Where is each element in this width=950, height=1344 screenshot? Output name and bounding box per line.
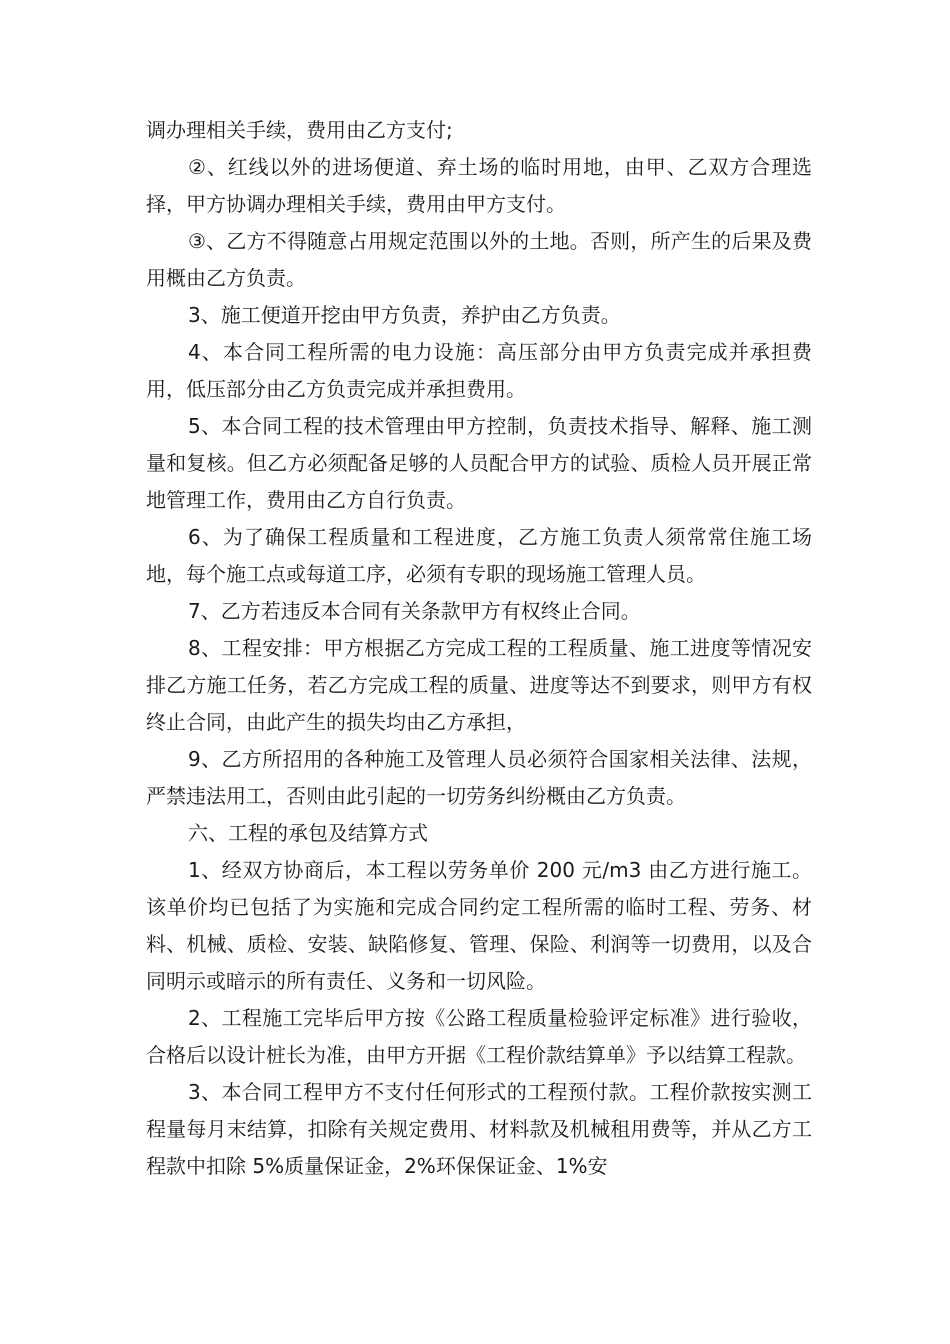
paragraph-continuation: 调办理相关手续，费用由乙方支付; [146,118,453,142]
paragraph-item-9: 9、乙方所招用的各种施工及管理人员必须符合国家相关法律、法规，严禁违法用工，否则由此引起的一切劳务纠纷概由乙方负责。 [146,747,812,808]
paragraph-item-6: 6、为了确保工程质量和工程进度，乙方施工负责人须常常住施工场地，每个施工点或每道工序，必须有专职的现场施工管理人员。 [146,525,812,586]
paragraph-item-8: 8、工程安排：甲方根据乙方完成工程的工程质量、施工进度等情况安排乙方施工任务，若乙方完成工程的质量、进度等达不到要求，则甲方有权终止合同，由此产生的损失均由乙方承担， [146,636,812,734]
paragraph-item-3-circled: ③、乙方不得随意占用规定范围以外的土地。否则，所产生的后果及费用概由乙方负责。 [146,229,812,290]
paragraph-item-5: 5、本合同工程的技术管理由甲方控制，负责技术指导、解释、施工测量和复核。但乙方必须配备足够的人员配合甲方的试验、质检人员开展正常地管理工作，费用由乙方自行负责。 [146,414,812,512]
paragraph-settlement-1: 1、经双方协商后，本工程以劳务单价 200 元/m3 由乙方进行施工。该单价均已包括了为实施和完成合同约定工程所需的临时工程、劳务、材料、机械、质检、安装、缺陷修复、管理、保险、利润等一切费用，以及合同明示或暗示的所有责任、义务和一切风险。 [146,858,812,993]
paragraph-item-7: 7、乙方若违反本合同有关条款甲方有权终止合同。 [188,599,641,623]
paragraph-item-3: 3、施工便道开挖由甲方负责，养护由乙方负责。 [188,303,621,327]
paragraph-settlement-3: 3、本合同工程甲方不支付任何形式的工程预付款。工程价款按实测工程量每月末结算，扣除有关规定费用、材料款及机械租用费等，并从乙方工程款中扣除 5%质量保证金，2%环保保证金、1%安 [146,1080,812,1178]
section-heading-6: 六、工程的承包及结算方式 [188,821,428,845]
paragraph-item-2-circled: ②、红线以外的进场便道、弃土场的临时用地，由甲、乙双方合理选择，甲方协调办理相关手续，费用由甲方支付。 [146,155,812,216]
paragraph-settlement-2: 2、工程施工完毕后甲方按《公路工程质量检验评定标准》进行验收，合格后以设计桩长为准，由甲方开据《工程价款结算单》予以结算工程款。 [146,1006,812,1067]
paragraph-item-4: 4、本合同工程所需的电力设施：高压部分由甲方负责完成并承担费用，低压部分由乙方负责完成并承担费用。 [146,340,812,401]
document-body [146,112,812,1185]
